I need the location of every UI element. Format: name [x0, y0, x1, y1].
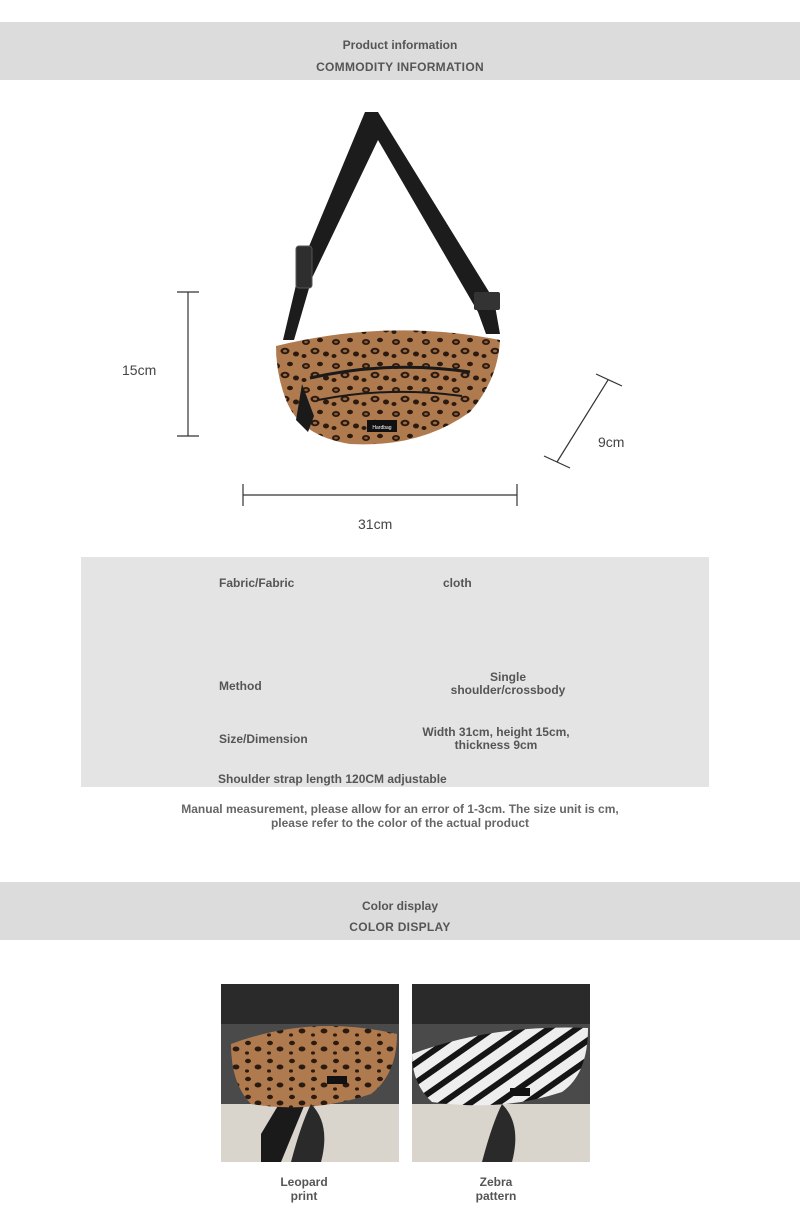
bag-strap	[283, 112, 500, 340]
product-figure	[0, 80, 800, 540]
spec-table	[81, 557, 709, 787]
leopard-label-line2: print	[290, 1189, 318, 1203]
thickness-label: 9cm	[598, 434, 625, 450]
size-value-line2: thickness 9cm	[454, 738, 538, 752]
bag-logo-text: Hardbag	[372, 425, 392, 431]
fabric-value: cloth	[443, 576, 472, 590]
measurement-note-line1: Manual measurement, please allow for an error of 1-3cm. The size unit is cm,	[181, 802, 619, 816]
fabric-label: Fabric/Fabric	[219, 576, 295, 590]
leopard-swatch[interactable]	[221, 984, 399, 1162]
measurement-note-line2: please refer to the color of the actual product	[270, 816, 530, 830]
color-display-title-en: COLOR DISPLAY	[349, 920, 451, 934]
method-value-line1: Single	[489, 670, 526, 684]
size-value	[411, 726, 581, 752]
method-value-line2: shoulder/crossbody	[450, 683, 566, 697]
leopard-label-line1: Leopard	[280, 1175, 328, 1189]
strap-length: Shoulder strap length 120CM adjustable	[218, 772, 447, 786]
size-value-line1: Width 31cm, height 15cm,	[422, 725, 570, 739]
width-label: 31cm	[358, 516, 393, 532]
zebra-label-line1: Zebra	[479, 1175, 513, 1189]
commodity-info-title: COMMODITY INFORMATION	[316, 60, 484, 74]
zebra-label-line2: pattern	[475, 1189, 517, 1203]
strap-adjuster	[474, 292, 500, 310]
strap-buckle	[296, 246, 312, 288]
color-display-header	[0, 882, 800, 940]
color-display-title: Color display	[361, 899, 438, 913]
size-label: Size/Dimension	[219, 732, 308, 746]
leopard-label	[215, 1175, 393, 1203]
zebra-swatch[interactable]	[412, 984, 590, 1162]
zebra-label	[407, 1175, 585, 1203]
method-label: Method	[219, 679, 262, 693]
product-info-header	[0, 22, 800, 80]
product-info-title: Product information	[342, 38, 458, 52]
height-label: 15cm	[122, 362, 157, 378]
method-value	[443, 671, 573, 697]
